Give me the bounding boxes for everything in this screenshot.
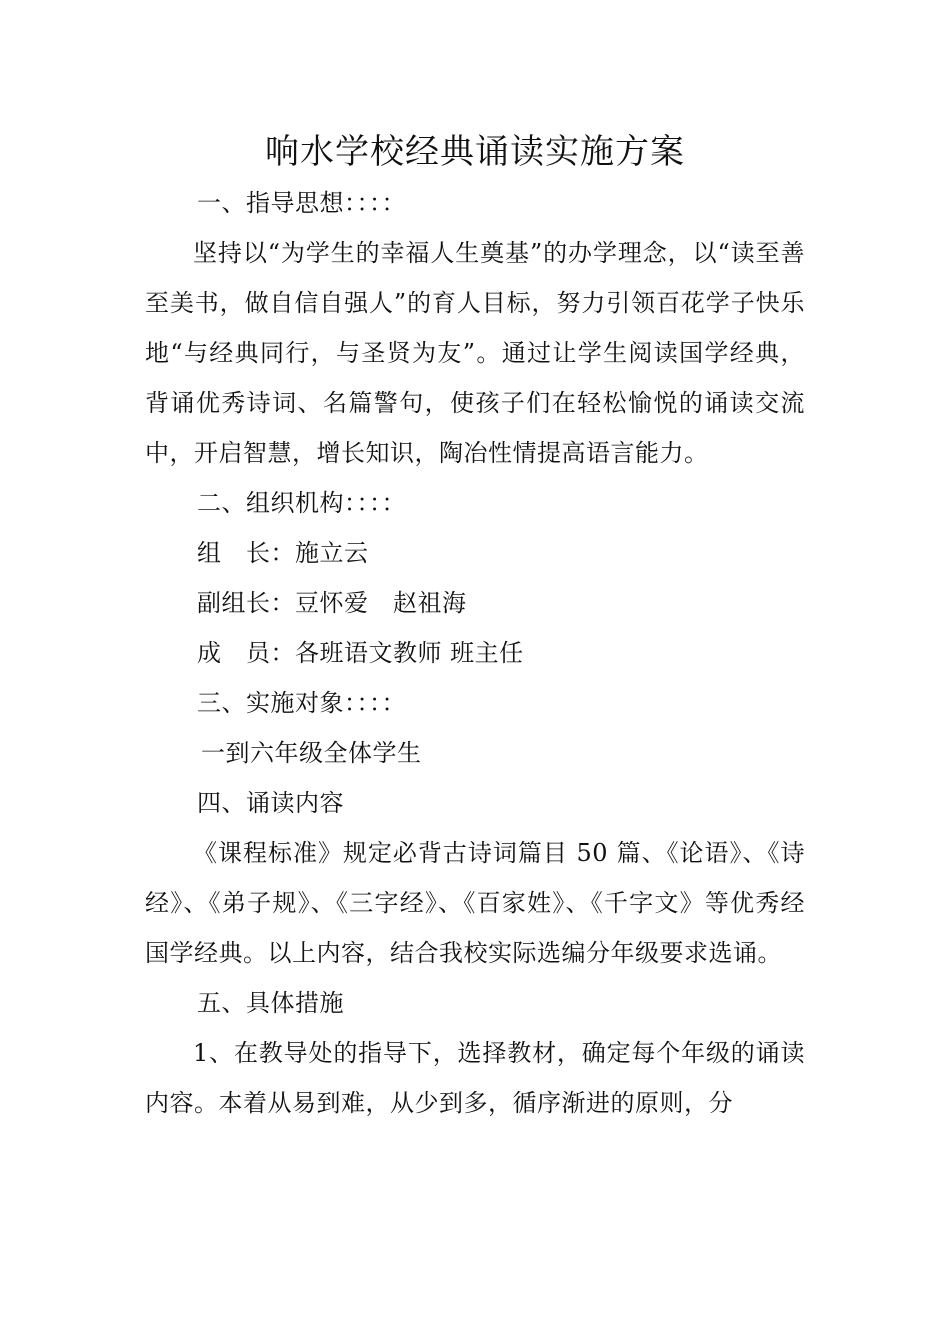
section-heading-content: 四、诵读内容 (197, 789, 344, 817)
paragraph-reading-content: 《课程标准》规定必背古诗词篇目 50 篇、《论语》、《诗经》、《弟子规》、《三字经》、《百家姓》、《千字文》等优秀经国学经典。以上内容，结合我校实际选编分年级要求选诵。 (145, 839, 805, 967)
organization-deputy-leader: 副组长：豆怀爱 赵祖海 (197, 589, 467, 617)
section-heading-organization: 二、组织机构：：：： (197, 489, 406, 517)
paragraph-guiding-ideology: 坚持以“为学生的幸福人生奠基”的办学理念，以“读至善至美书，做自信自强人”的育人目标，努力引领百花学子快乐地“与经典同行，与圣贤为友”。通过让学生阅读国学经典，背诵优秀诗词、名篇警句，使孩子们在轻松愉悦的诵读交流中，开启智慧，增长知识，陶冶性情提高语言能力。 (145, 239, 805, 467)
paragraph-measure-1: 1、在教导处的指导下，选择教材，确定每个年级的诵读内容。本着从易到难，从少到多，循序渐进的原则，分 (145, 1039, 805, 1117)
organization-members: 成 员：各班语文教师 班主任 (197, 639, 524, 667)
section-heading-target: 三、实施对象：：：： (197, 689, 406, 717)
document-body (145, 178, 805, 1128)
target-students: 一到六年级全体学生 (201, 739, 422, 767)
section-heading-measures: 五、具体措施 (197, 989, 344, 1017)
document-title: 响水学校经典诵读实施方案 (265, 132, 685, 172)
section-heading-guiding-ideology: 一、指导思想：：：： (197, 189, 406, 217)
organization-leader: 组 长：施立云 (197, 539, 369, 567)
